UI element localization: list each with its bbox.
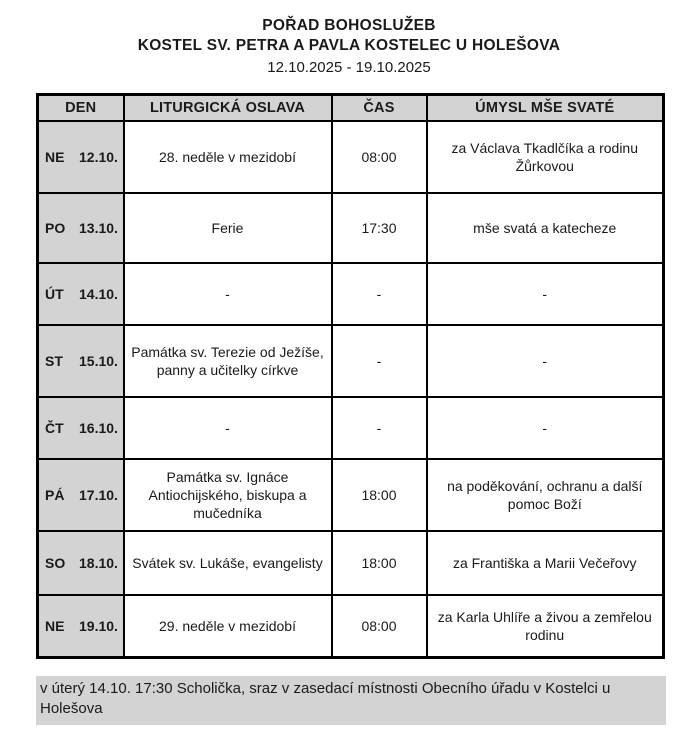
day-abbr: NE — [45, 617, 65, 634]
intention-cell: - — [427, 325, 664, 397]
feast-cell: Ferie — [124, 193, 332, 263]
table-row — [38, 531, 664, 595]
time-cell: 08:00 — [332, 121, 427, 193]
column-header-umysl: ÚMYSL MŠE SVATÉ — [427, 95, 664, 122]
day-cell — [38, 325, 124, 397]
day-abbr: PO — [45, 219, 66, 236]
intention-cell: za Karla Uhlíře a živou a zemřelou rodinu — [427, 595, 664, 657]
time-cell: - — [332, 263, 427, 325]
day-cell — [38, 531, 124, 595]
feast-cell: Památka sv. Ignáce Antiochijského, biskupa a mučedníka — [124, 459, 332, 531]
feast-cell: 29. neděle v mezidobí — [124, 595, 332, 657]
feast-cell: 28. neděle v mezidobí — [124, 121, 332, 193]
feast-cell: - — [124, 263, 332, 325]
day-date: 19.10. — [79, 617, 118, 634]
day-abbr: ÚT — [45, 285, 64, 302]
day-date: 13.10. — [79, 219, 118, 236]
time-cell: 18:00 — [332, 459, 427, 531]
table-row — [38, 397, 664, 459]
title-block — [0, 0, 698, 78]
day-date: 12.10. — [79, 148, 118, 165]
footer-announcement: v úterý 14.10. 17:30 Scholička, sraz v zasedací místnosti Obecního úřadu v Kostelci u Holešova — [36, 676, 666, 725]
day-date: 17.10. — [79, 486, 118, 503]
intention-cell: na poděkování, ochranu a další pomoc Boží — [427, 459, 664, 531]
day-abbr: NE — [45, 148, 65, 165]
time-cell: 18:00 — [332, 531, 427, 595]
intention-cell: za Václava Tkadlčíka a rodinu Žůrkovou — [427, 121, 664, 193]
table-row — [38, 595, 664, 657]
table-row — [38, 459, 664, 531]
day-cell — [38, 263, 124, 325]
table-row — [38, 193, 664, 263]
day-date: 16.10. — [79, 419, 118, 436]
intention-cell: mše svatá a katecheze — [427, 193, 664, 263]
day-cell — [38, 397, 124, 459]
time-cell: - — [332, 325, 427, 397]
day-cell — [38, 121, 124, 193]
day-abbr: SO — [45, 554, 66, 571]
intention-cell: - — [427, 397, 664, 459]
intention-cell: - — [427, 263, 664, 325]
table-row — [38, 325, 664, 397]
feast-cell: Památka sv. Terezie od Ježíše, panny a učitelky církve — [124, 325, 332, 397]
table-row — [38, 263, 664, 325]
mass-schedule-table — [36, 93, 665, 659]
day-date: 15.10. — [79, 352, 118, 369]
day-abbr: PÁ — [45, 486, 65, 503]
time-cell: 08:00 — [332, 595, 427, 657]
column-header-den: DEN — [38, 95, 124, 122]
day-cell — [38, 459, 124, 531]
church-name: KOSTEL SV. PETRA A PAVLA KOSTELEC U HOLEŠOVA — [137, 37, 561, 55]
column-header-cas: ČAS — [332, 95, 427, 122]
column-header-liturgicka-oslava: LITURGICKÁ OSLAVA — [124, 95, 332, 122]
feast-cell: - — [124, 397, 332, 459]
day-cell — [38, 193, 124, 263]
table-header-row — [38, 95, 664, 122]
time-cell: 17:30 — [332, 193, 427, 263]
time-cell: - — [332, 397, 427, 459]
day-abbr: ST — [45, 352, 63, 369]
day-date: 14.10. — [79, 285, 118, 302]
day-cell — [38, 595, 124, 657]
feast-cell: Svátek sv. Lukáše, evangelisty — [124, 531, 332, 595]
page-title: POŘAD BOHOSLUŽEB — [262, 17, 436, 34]
day-abbr: ČT — [45, 419, 64, 436]
day-date: 18.10. — [79, 554, 118, 571]
date-range: 12.10.2025 - 19.10.2025 — [267, 58, 431, 76]
table-row — [38, 121, 664, 193]
intention-cell: za Františka a Marii Večeřovy — [427, 531, 664, 595]
